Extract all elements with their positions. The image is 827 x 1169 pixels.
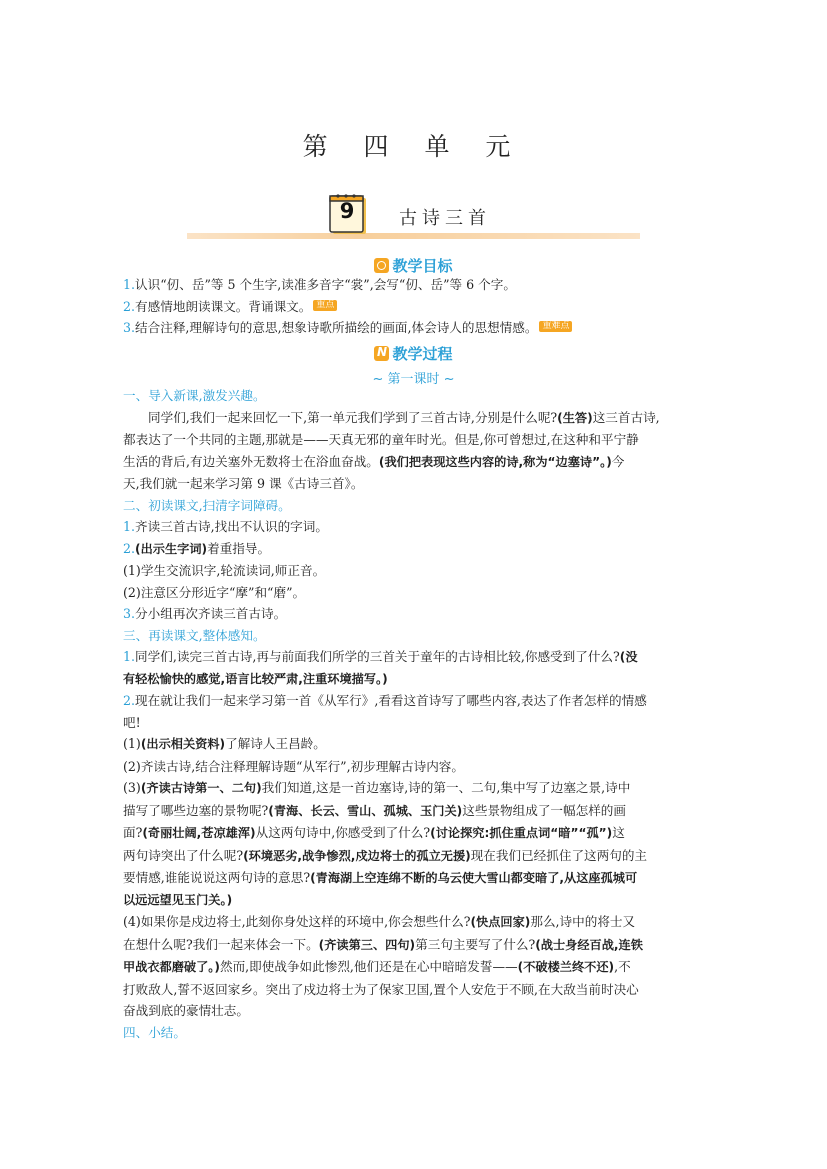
list-item: 3.分小组再次齐读三首古诗。 — [123, 606, 287, 621]
paragraph-line: 面?(奇丽壮阔,苍凉雄浑)从这两句诗中,你感受到了什么?(讨论探究:抓住重点词“暗”“孤”)这 — [123, 825, 625, 840]
list-item: 2.现在就让我们一起来学习第一首《从军行》,看看这首诗写了哪些内容,表达了作者怎样的情感 — [123, 693, 647, 708]
section-heading: 一、导入新课,激发兴趣。 — [123, 388, 266, 403]
paragraph-line: 都表达了一个共同的主题,那就是——天真无邪的童年时光。但是,你可曾想过,在这种和平宁静 — [123, 432, 639, 447]
period-label: ~ 第一课时 ~ — [372, 372, 455, 387]
answer-line: 以远远望见玉门关。) — [123, 892, 233, 907]
list-subitem: (3)(齐读古诗第一、二句)我们知道,这是一首边塞诗,诗的第一、二句,集中写了边塞之景,诗中 — [123, 780, 631, 795]
section-heading: 四、小结。 — [123, 1024, 186, 1040]
paragraph-line: 同学们,我们一起来回忆一下,第一单元我们学到了三首古诗,分别是什么呢?(生答)这三首古诗, — [148, 409, 660, 425]
answer-line: 有轻松愉快的感觉,语言比较严肃,注重环境描写。) — [123, 671, 388, 686]
list-subitem: (2)注意区分形近字“摩”和“磨”。 — [123, 584, 306, 600]
paragraph-line: 生活的背后,有边关塞外无数将士在浴血奋战。(我们把表现这些内容的诗,称为“边塞诗”。)今 — [123, 453, 625, 469]
lesson-title: 古诗三首 — [399, 208, 491, 229]
lesson-number: 9 — [339, 199, 355, 223]
paragraph-line: 甲战衣都磨破了。)然而,即使战争如此惨烈,他们还是在心中暗暗发誓——(不破楼兰终不还),不 — [123, 959, 631, 974]
paragraph-line: 奋战到底的豪情壮志。 — [123, 1003, 249, 1018]
list-subitem: (1)(出示相关资料)了解诗人王昌龄。 — [123, 736, 326, 751]
lesson-header — [187, 194, 640, 246]
list-item: 2.(出示生字词)着重指导。 — [123, 540, 271, 556]
paragraph-line: 天,我们就一起来学习第 9 课《古诗三首》。 — [123, 476, 364, 491]
goal-item: 1.认识“仞、岳”等 5 个生字,读准多音字“裳”,会写“仞、岳”等 6 个字。 — [123, 277, 516, 292]
calendar-icon — [329, 194, 369, 236]
list-subitem: (1)学生交流识字,轮流读词,师正音。 — [123, 563, 326, 578]
lesson-body — [123, 385, 708, 1043]
paragraph-line: 要情感,谁能说说这两句诗的意思?(青海湖上空连绵不断的乌云使大雪山都变暗了,从这座孤城可 — [123, 870, 638, 885]
section-heading: 二、初读课文,扫清字词障碍。 — [123, 497, 291, 513]
list-item: 1.同学们,读完三首古诗,再与前面我们所学的三首关于童年的古诗相比较,你感受到了什么?(没 — [123, 649, 638, 664]
goals-heading — [0, 255, 827, 276]
goal-item: 2.有感情地朗读课文。背诵课文。 重点 — [123, 296, 708, 318]
paragraph-line: 打败敌人,誓不返回家乡。突出了戍边将士为了保家卫国,置个人安危于不顾,在大敌当前时决心 — [123, 981, 639, 997]
paragraph-line: 两句诗突出了什么呢?(环境恶劣,战争惨烈,戍边将士的孤立无援)现在我们已经抓住了这两句的主 — [123, 847, 648, 863]
target-icon — [374, 258, 389, 273]
process-icon: N — [374, 346, 389, 361]
unit-title: 第 四 单 元 — [302, 132, 525, 161]
paragraph-line: 吧! — [123, 714, 141, 730]
process-heading — [0, 343, 827, 364]
difficulty-badge: 重难点 — [539, 321, 572, 332]
goals-heading-label: 教学目标 — [392, 257, 453, 275]
goals-list — [123, 274, 708, 339]
key-point-badge: 重点 — [313, 300, 337, 311]
section-heading: 三、再读课文,整体感知。 — [123, 627, 266, 643]
list-subitem: (2)齐读古诗,结合注释理解诗题“从军行”,初步理解古诗内容。 — [123, 758, 464, 774]
process-heading-label: 教学过程 — [392, 345, 453, 363]
goal-item: 3.结合注释,理解诗句的意思,想象诗歌所描绘的画面,体会诗人的思想情感。 重难点 — [123, 317, 708, 339]
paragraph-line: 在想什么呢?我们一起来体会一下。(齐读第三、四句)第三句主要写了什么?(战士身经百战,连铁 — [123, 936, 643, 952]
paragraph-line: 描写了哪些边塞的景物呢?(青海、长云、雪山、孤城、玉门关)这些景物组成了一幅怎样的画 — [123, 802, 626, 818]
list-subitem: (4)如果你是戍边将士,此刻你身处这样的环境中,你会想些什么?(快点回家)那么,诗中的将士又 — [123, 914, 636, 929]
list-item: 1.齐读三首古诗,找出不认识的字词。 — [123, 519, 328, 534]
header-underline — [187, 233, 640, 239]
